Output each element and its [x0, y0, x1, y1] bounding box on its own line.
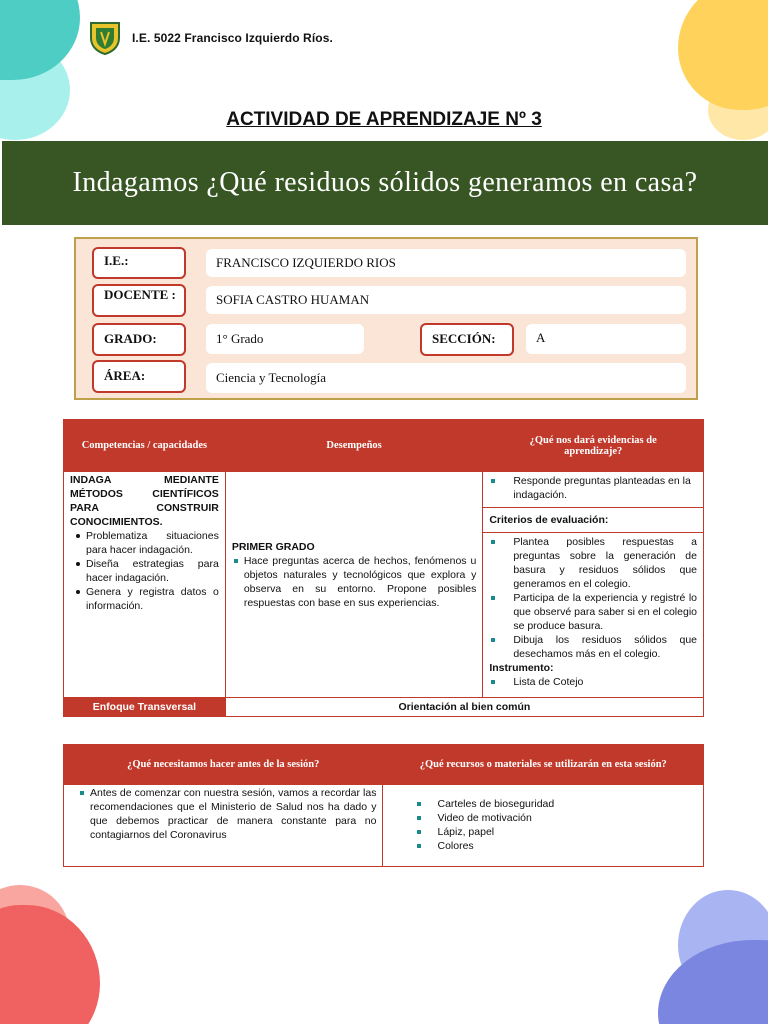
sesion-table: [63, 744, 704, 867]
decor-blob: [0, 905, 100, 1024]
ie-value: FRANCISCO IZQUIERDO RIOS: [206, 249, 686, 277]
instrumento-title: Instrumento:: [489, 662, 554, 674]
antes-item: Antes de comenzar con nuestra sesión, vamos a recordar las recomendaciones que el Ministerio de Salud nos ha dado y que debemos practicar de manera constante para no contagiarnos del Coronavirus: [78, 786, 376, 842]
criterios-list: [489, 535, 697, 661]
enfoque-value: Orientación al bien común: [225, 698, 703, 717]
evidencia-item: Responde preguntas planteadas en la indagación.: [489, 474, 697, 502]
recurso-item: Lápiz, papel: [415, 825, 697, 839]
decor-blob: [658, 940, 768, 1024]
criterios-title: Criterios de evaluación:: [483, 508, 703, 533]
recurso-item: Video de motivación: [415, 811, 697, 825]
activity-title: ACTIVIDAD DE APRENDIZAJE Nº 3: [226, 109, 542, 130]
decor-blob: [678, 0, 768, 110]
area-label: ÁREA:: [92, 360, 186, 393]
criterio-item: Participa de la experiencia y registré lo que observé para saber si en el colegio se produce basura.: [489, 591, 697, 633]
seccion-value: A: [526, 324, 686, 354]
antes-list: [78, 786, 376, 842]
criterio-item: Dibuja los residuos sólidos que desechamos más en el colegio.: [489, 633, 697, 661]
recursos-list: [415, 797, 697, 853]
recurso-item: Colores: [415, 839, 697, 853]
competencia-cell: [64, 472, 226, 698]
header-desempenos: Desempeños: [225, 420, 483, 472]
desempeno-cell: [225, 472, 483, 698]
capacidad-item: Genera y registra datos o información.: [74, 585, 219, 613]
recursos-cell: [383, 785, 704, 867]
capacidad-item: Diseña estrategias para hacer indagación.: [74, 557, 219, 585]
capacidades-list: [74, 529, 219, 613]
capacidad-item: Problematiza situaciones para hacer indagación.: [74, 529, 219, 557]
criterio-item: Plantea posibles respuestas a preguntas sobre la generación de basura y residuos sólidos que generamos en el colegio.: [489, 535, 697, 591]
ie-label: I.E.:: [92, 247, 186, 279]
recurso-item: Carteles de bioseguridad: [415, 797, 697, 811]
competencia-text: INDAGA MEDIANTE MÉTODOS CIENTÍFICOS PARA CONSTRUIR CONOCIMIENTOS.: [70, 474, 219, 528]
area-value: Ciencia y Tecnología: [206, 363, 686, 393]
docente-value: SOFIA CASTRO HUAMAN: [206, 286, 686, 314]
desempeno-list: [232, 554, 477, 610]
desempeno-item: Hace preguntas acerca de hechos, fenómenos u objetos naturales y tecnológicos que explora y observa en su entorno. Propone posibles respuestas con base en sus experiencias.: [232, 554, 477, 610]
school-shield-icon: [88, 20, 122, 56]
evidencia-cell: [483, 472, 704, 508]
grado-title: PRIMER GRADO: [231, 541, 315, 553]
decor-blob: [0, 0, 80, 80]
docente-label: DOCENTE :: [92, 284, 186, 317]
header-antes: ¿Qué necesitamos hacer antes de la sesión?: [64, 745, 383, 785]
session-title: Indagamos ¿Qué residuos sólidos generamos en casa?: [72, 167, 698, 198]
grado-label: GRADO:: [92, 323, 186, 356]
header-recursos: ¿Qué recursos o materiales se utilizarán en esta sesión?: [383, 745, 704, 785]
enfoque-label: Enfoque Transversal: [64, 698, 226, 717]
header-competencias: Competencias / capacidades: [64, 420, 226, 472]
seccion-label: SECCIÓN:: [420, 323, 514, 356]
school-header: [88, 20, 333, 56]
school-name: I.E. 5022 Francisco Izquierdo Ríos.: [132, 31, 333, 45]
header-evidencias: ¿Qué nos dará evidencias de aprendizaje?: [483, 420, 704, 472]
instrumento-list: [489, 675, 697, 689]
competencias-table: [63, 419, 704, 717]
title-banner: [2, 141, 768, 225]
criterios-cell: [483, 508, 704, 698]
antes-cell: [64, 785, 383, 867]
instrumento-item: Lista de Cotejo: [489, 675, 697, 689]
evidencia-list: [489, 474, 697, 502]
info-box: [74, 237, 698, 400]
grado-value: 1° Grado: [206, 324, 364, 354]
